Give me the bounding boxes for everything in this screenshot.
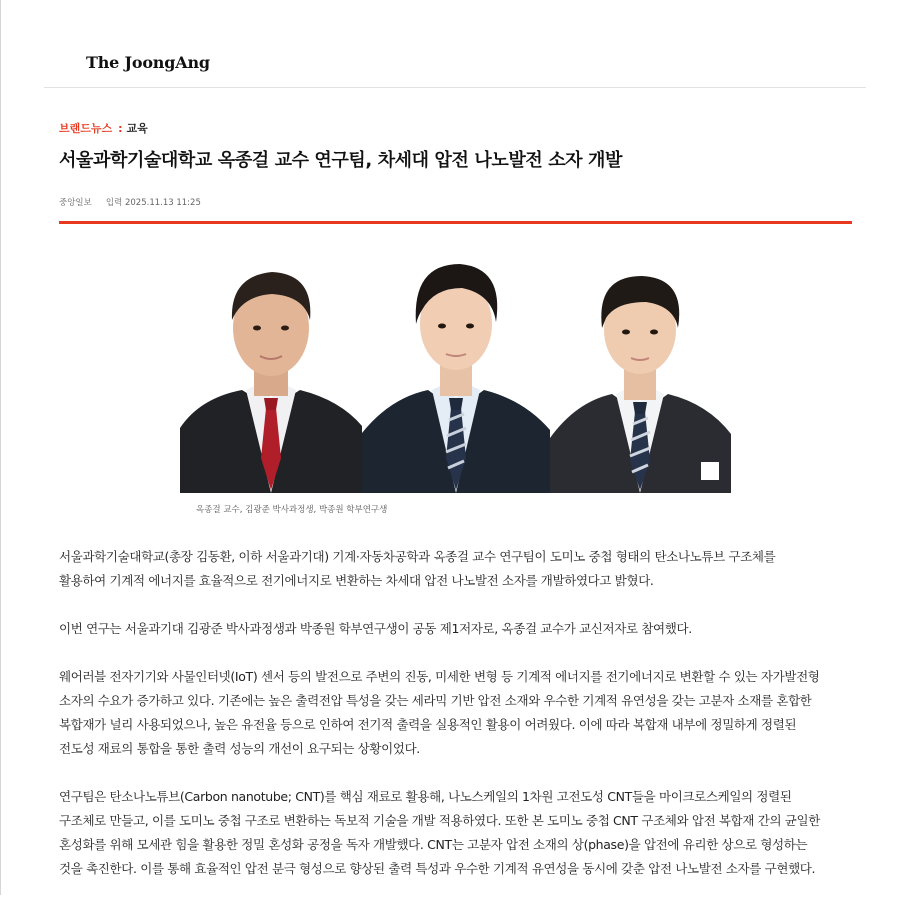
article-paragraph <box>59 665 854 761</box>
site-logo[interactable]: The JoongAng <box>86 53 210 72</box>
article-photo <box>180 258 731 493</box>
article-paragraph <box>59 617 854 641</box>
portrait-professor <box>180 258 362 493</box>
photo-expand-icon[interactable] <box>701 462 719 480</box>
breadcrumb-separator: : <box>118 122 123 135</box>
photo-caption: 옥종걸 교수, 김광준 박사과정생, 박종원 학부연구생 <box>196 505 388 515</box>
portrait-undergraduate-researcher <box>550 258 731 493</box>
article-paragraph <box>59 545 854 593</box>
portrait-phd-student <box>362 258 550 493</box>
paragraph-line: 웨어러블 전자기기와 사물인터넷(IoT) 센서 등의 발전으로 주변의 진동, 미세한 변형 등 기계적 에너지를 전기에너지로 변환할 수 있는 자가발전형 <box>59 669 820 684</box>
article-title: 서울과학기술대학교 옥종걸 교수 연구팀, 차세대 압전 나노발전 소자 개발 <box>59 150 623 171</box>
paragraph-line: 구조체로 만들고, 이를 도미노 중첩 구조로 변환하는 독보적 기술을 개발 적용하였다. 또한 본 도미노 중첩 CNT 구조체와 압전 복합재 간의 균일한 <box>59 813 820 828</box>
article-body <box>59 545 854 905</box>
article-paragraph <box>59 785 854 881</box>
paragraph-line: 소자의 수요가 증가하고 있다. 기존에는 높은 출력전압 특성을 갖는 세라믹 기반 압전 소재와 우수한 기계적 유연성을 갖는 고분자 소재를 혼합한 <box>59 693 812 708</box>
article-meta <box>59 196 201 208</box>
article-source: 중앙일보 <box>59 198 92 208</box>
breadcrumb-brand-news-link[interactable]: 브랜드뉴스 <box>59 122 113 135</box>
paragraph-line: 것을 촉진한다. 이를 통해 효율적인 압전 분극 형성으로 향상된 출력 특성과 우수한 기계적 유연성을 동시에 갖춘 압전 나노발전 소자를 구현했다. <box>59 861 816 876</box>
paragraph-line: 활용하여 기계적 에너지를 효율적으로 전기에너지로 변환하는 차세대 압전 나노발전 소자를 개발하였다고 밝혔다. <box>59 573 654 588</box>
title-divider <box>59 221 852 224</box>
site-header <box>44 0 866 88</box>
breadcrumb-category-link[interactable]: 교육 <box>126 122 148 135</box>
paragraph-line: 복합재가 널리 사용되었으나, 높은 유전율 등으로 인하여 전기적 출력을 실용적인 활용이 어려웠다. 이에 따라 복합재 내부에 정밀하게 정렬된 <box>59 717 797 732</box>
article-date: 입력 2025.11.13 11:25 <box>105 198 201 208</box>
page-left-border <box>0 0 1 895</box>
paragraph-line: 연구팀은 탄소나노튜브(Carbon nanotube; CNT)를 핵심 재료로 활용해, 나노스케일의 1차원 고전도성 CNT들을 마이크로스케일의 정렬된 <box>59 789 792 804</box>
paragraph-line: 전도성 재료의 통합을 통한 출력 성능의 개선이 요구되는 상황이었다. <box>59 741 420 756</box>
paragraph-line: 이번 연구는 서울과기대 김광준 박사과정생과 박종원 학부연구생이 공동 제1저자로, 옥종걸 교수가 교신저자로 참여했다. <box>59 621 692 636</box>
breadcrumb <box>59 120 148 136</box>
paragraph-line: 서울과학기술대학교(총장 김동환, 이하 서울과기대) 기계·자동차공학과 옥종걸 교수 연구팀이 도미노 중첩 형태의 탄소나노튜브 구조체를 <box>59 549 776 564</box>
paragraph-line: 혼성화를 위해 모세관 힘을 활용한 정밀 혼성화 공정을 독자 개발했다. CNT는 고분자 압전 소재의 상(phase)을 압전에 유리한 상으로 형성하는 <box>59 837 808 852</box>
